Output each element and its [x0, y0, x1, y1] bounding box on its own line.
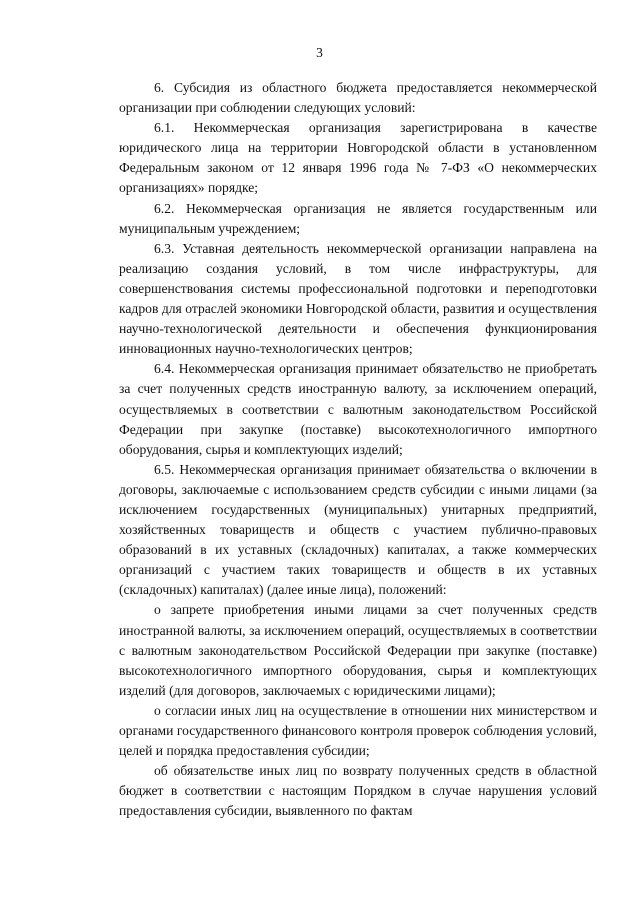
paragraph-6-1: 6.1. Некоммерческая организация зарегистрирована в качестве юридического лица на территории Новгородской области в установленном Федеральным законом от 12 января 1996 года № 7-ФЗ «О некоммерческих организациях» порядке; [119, 120, 597, 196]
document-body [119, 78, 597, 821]
paragraph-refund-obligation: об обязательстве иных лиц по возврату полученных средств в областной бюджет в соответствии с настоящим Порядком в случае нарушения условий предоставления субсидии, выявленного по фактам [119, 763, 597, 819]
paragraph-6-2: 6.2. Некоммерческая организация не является государственным или муниципальным учреждением; [119, 200, 597, 236]
paragraph-6-5: 6.5. Некоммерческая организация принимает обязательства о включении в договоры, заключаемые с использованием средств субсидии с иными лицами (за исключением государственных (муниципальных) унитарных предприятий, хозяйственных товариществ и обществ с участием публично-правовых образований в их уставных (складочных) капиталах, а также коммерческих организаций с участием таких товариществ и обществ в их уставных (складочных) капиталах) (далее иные лица), положений: [119, 461, 597, 598]
paragraph-6: 6. Субсидия из областного бюджета предоставляется некоммерческой организации при соблюдении следующих условий: [119, 80, 597, 116]
page-number: 3 [316, 45, 323, 60]
paragraph-inspection-consent: о согласии иных лиц на осуществление в отношении них министерством и органами государственного финансового контроля проверок соблюдения условий, целей и порядка предоставления субсидии; [119, 702, 597, 759]
paragraph-6-4: 6.4. Некоммерческая организация принимает обязательство не приобретать за счет полученных средств иностранную валюту, за исключением операций, осуществляемых в соответствии с валютным законодательством Российской Федерации при закупке (поставке) высокотехнологичного импортного оборудования, сырья и комплектующих изделий; [119, 361, 597, 457]
paragraph-6-3: 6.3. Уставная деятельность некоммерческой организации направлена на реализацию создания условий, в том числе инфраструктуры, для совершенствования системы профессиональной подготовки и переподготовки кадров для отраслей экономики Новгородской области, развития и осуществления научно-технологической деятельности и обеспечения функционирования инновационных научно-технологических центров; [119, 240, 597, 357]
paragraph-currency-prohibition: о запрете приобретения иными лицами за счет полученных средств иностранной валюты, за исключением операций, осуществляемых в соответствии с валютным законодательством Российской Федерации при закупке (поставке) высокотехнологичного импортного оборудования, сырья и комплектующих изделий (для договоров, заключаемых с юридическими лицами); [119, 602, 597, 698]
